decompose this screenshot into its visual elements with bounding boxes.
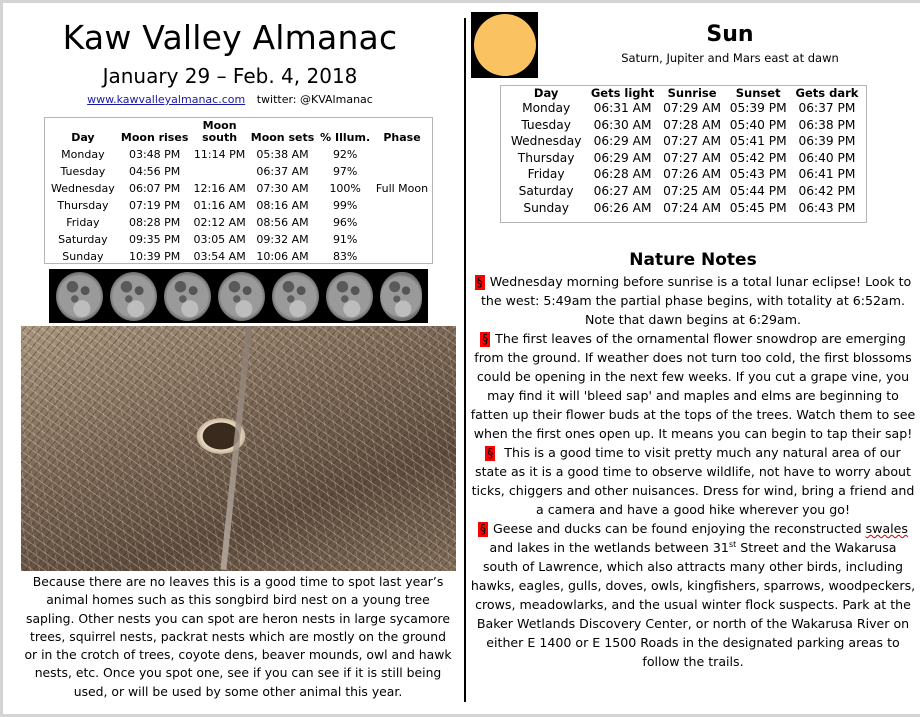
moon-cell: Tuesday xyxy=(60,165,106,178)
moon-cell: 10:06 AM xyxy=(256,250,309,263)
header-links xyxy=(0,93,460,106)
moon-cell xyxy=(373,197,431,214)
section-bullet-icon: § xyxy=(487,446,494,460)
sun-cell: 06:40 PM xyxy=(798,150,856,165)
moon-cell: 08:56 AM xyxy=(256,216,309,229)
sun-row xyxy=(506,133,863,150)
sun-cell: Sunday xyxy=(523,200,569,215)
sun-cell: 06:41 PM xyxy=(798,167,856,182)
column-divider xyxy=(464,18,466,702)
sun-cell: 06:27 AM xyxy=(593,183,652,198)
moon-cell: 03:48 PM xyxy=(128,148,181,161)
sun-header-sunrise: Sunrise xyxy=(667,86,717,100)
sun-cell: Tuesday xyxy=(521,117,571,132)
sun-cell: 07:25 AM xyxy=(663,183,722,198)
moon-cell: Friday xyxy=(66,216,100,229)
sun-cell: 07:24 AM xyxy=(663,200,722,215)
moon-table-container xyxy=(44,117,433,264)
sun-cell: 06:29 AM xyxy=(593,150,652,165)
sun-cell: Friday xyxy=(527,167,565,182)
moon-image-tuesday xyxy=(110,272,157,321)
sun-row xyxy=(506,100,863,117)
moon-row xyxy=(48,163,431,180)
planets-note: Saturn, Jupiter and Mars east at dawn xyxy=(621,51,839,65)
moon-cell: 07:19 PM xyxy=(128,199,181,212)
moon-cell: Wednesday xyxy=(51,182,115,195)
sun-header-gets-light: Gets light xyxy=(590,86,655,100)
sun-cell: 06:26 AM xyxy=(593,200,652,215)
sun-header-sunset: Sunset xyxy=(735,86,781,100)
website-link[interactable]: www.kawvalleyalmanac.com xyxy=(87,93,246,106)
moon-header-sets: Moon sets xyxy=(250,131,315,144)
sun-row xyxy=(506,117,863,134)
moon-image-thursday xyxy=(218,272,265,321)
moon-header-illum: % Illum. xyxy=(320,131,371,144)
sun-row xyxy=(506,150,863,167)
moon-cell xyxy=(373,214,431,231)
note-paragraph xyxy=(470,519,916,671)
note-text: and lakes in the wetlands between 31 xyxy=(489,540,729,555)
moon-cell: Sunday xyxy=(62,250,104,263)
moon-cell: Monday xyxy=(61,148,105,161)
moon-header-day: Day xyxy=(71,131,95,144)
section-bullet-icon: § xyxy=(480,522,487,536)
sun-cell: 06:28 AM xyxy=(593,167,652,182)
moon-row xyxy=(48,146,431,163)
sun-cell: 07:28 AM xyxy=(663,117,722,132)
sun-table-header-row xyxy=(506,87,863,100)
sun-cell: 07:27 AM xyxy=(663,150,722,165)
section-bullet-icon: § xyxy=(476,275,483,289)
moon-cell: 83% xyxy=(332,250,358,263)
note-paragraph xyxy=(470,329,916,443)
note-text: The first leaves of the ornamental flower snowdrop are emerging from the ground. If weather does not turn too cold, the first blossoms could be opening in the next few weeks. If you cut a grape vine, you may find it will 'bleed sap' and maples and elms are beginning to fatten up their flower buds at the tops of the trees. Watch them to see when the first ones open up. It means you can begin to tap their sap! xyxy=(470,331,916,441)
moon-cell: 03:54 AM xyxy=(193,250,246,263)
moon-table xyxy=(48,120,431,265)
moon-cell: 12:16 AM xyxy=(193,182,246,195)
moon-cell: Saturday xyxy=(58,233,108,246)
moon-row xyxy=(48,197,431,214)
sun-cell: 06:38 PM xyxy=(798,117,856,132)
sun-cell: 05:43 PM xyxy=(729,167,787,182)
moon-row xyxy=(48,231,431,248)
sun-table-container xyxy=(500,85,867,223)
moon-header-south: Moon south xyxy=(202,119,238,144)
moon-cell: 91% xyxy=(332,233,358,246)
moon-table-header-row xyxy=(48,120,431,146)
moon-cell xyxy=(191,163,247,180)
moon-cell: 02:12 AM xyxy=(193,216,246,229)
spellcheck-flagged-word[interactable]: swales xyxy=(865,521,908,536)
sapling-shape xyxy=(220,326,252,570)
moon-cell: 96% xyxy=(332,216,358,229)
nature-notes xyxy=(470,272,916,671)
note-text: Street and the Wakarusa south of Lawrence, which also attracts many other birds, including hawks, eagles, gulls, doves, owls, kingfishers, sparrows, woodpeckers, crows, meadowlarks, and the usual winter flock suspects. Park at the Baker Wetlands Discovery Center, or north of the Wakarusa River on either E 1400 or E 1500 Roads in the designated parking areas to follow the trails. xyxy=(470,540,916,669)
sun-cell: 07:29 AM xyxy=(663,101,722,115)
moon-cell: 97% xyxy=(332,165,358,178)
sun-cell: 07:26 AM xyxy=(663,167,722,182)
moon-image-saturday xyxy=(326,272,373,321)
sun-cell: Wednesday xyxy=(510,134,582,149)
window-frame-top xyxy=(0,0,920,3)
note-text: Wednesday morning before sunrise is a total lunar eclipse! Look to the west: 5:49am the partial phase begins, with totality at 6:52am. Note that dawn begins at 6:29am. xyxy=(480,274,912,327)
sun-cell: 06:42 PM xyxy=(798,183,856,198)
sun-cell: Monday xyxy=(522,101,571,115)
note-text: Geese and ducks can be found enjoying the reconstructed xyxy=(493,521,866,536)
sun-header-day: Day xyxy=(533,86,559,100)
moon-cell: 07:30 AM xyxy=(256,182,309,195)
sun-cell: 05:40 PM xyxy=(729,117,787,132)
nature-notes-title: Nature Notes xyxy=(629,250,757,270)
moon-cell xyxy=(373,146,431,163)
sun-cell: 05:39 PM xyxy=(729,101,787,115)
moon-cell: 100% xyxy=(329,182,361,195)
moon-cell: 08:16 AM xyxy=(256,199,309,212)
moon-row xyxy=(48,214,431,231)
sun-header-gets-dark: Gets dark xyxy=(795,86,859,100)
moon-cell: 08:28 PM xyxy=(128,216,181,229)
note-paragraph xyxy=(470,272,916,329)
date-range: January 29 – Feb. 4, 2018 xyxy=(102,64,358,88)
sun-cell: 05:41 PM xyxy=(729,134,787,149)
sun-title: Sun xyxy=(706,22,754,47)
moon-cell: 04:56 PM xyxy=(128,165,181,178)
sun-cell: 07:27 AM xyxy=(663,134,722,149)
moon-header-rises: Moon rises xyxy=(120,131,189,144)
moon-cell xyxy=(373,248,431,265)
moon-cell: Thursday xyxy=(57,199,109,212)
moon-cell: 05:38 AM xyxy=(256,148,309,161)
twitter-handle: twitter: @KVAlmanac xyxy=(256,93,373,106)
sun-image xyxy=(471,12,538,78)
ordinal-suffix: st xyxy=(728,539,737,549)
sun-table xyxy=(506,87,863,216)
sun-cell: 06:37 PM xyxy=(798,101,856,115)
moon-image-monday xyxy=(56,272,103,321)
moon-image-sunday xyxy=(380,272,422,321)
sun-row xyxy=(506,200,863,217)
moon-cell: 03:05 AM xyxy=(193,233,246,246)
sun-cell: 05:45 PM xyxy=(729,200,787,215)
moon-row xyxy=(48,180,431,197)
sun-cell: 05:44 PM xyxy=(729,183,787,198)
moon-cell: 11:14 PM xyxy=(193,148,246,161)
moon-cell: 92% xyxy=(332,148,358,161)
section-bullet-icon: § xyxy=(482,332,489,346)
moon-image-wednesday xyxy=(164,272,211,321)
sun-cell: 05:42 PM xyxy=(729,150,787,165)
moon-header-phase: Phase xyxy=(383,131,421,144)
note-text: This is a good time to visit pretty much any natural area of our state as it is a good time to observe wildlife, not have to worry about ticks, chiggers and other nuisances. Dress for wind, bring a friend and a camera and have a good hike wherever you go! xyxy=(471,445,915,517)
bird-nest-photo xyxy=(21,326,456,571)
almanac-title: Kaw Valley Almanac xyxy=(62,18,398,57)
note-paragraph xyxy=(470,443,916,519)
sun-icon xyxy=(474,14,536,76)
moon-cell xyxy=(373,231,431,248)
moon-cell: 09:35 PM xyxy=(128,233,181,246)
moon-cell: Full Moon xyxy=(375,182,429,195)
moon-cell: 01:16 AM xyxy=(193,199,246,212)
sun-cell: 06:29 AM xyxy=(593,134,652,149)
sun-cell: 06:39 PM xyxy=(798,134,856,149)
moon-cell: 99% xyxy=(332,199,358,212)
moon-row xyxy=(48,248,431,265)
moon-cell xyxy=(373,163,431,180)
moon-cell: 06:07 PM xyxy=(128,182,181,195)
moon-cell: 06:37 AM xyxy=(256,165,309,178)
sun-row xyxy=(506,183,863,200)
moon-cell: 09:32 AM xyxy=(256,233,309,246)
sun-row xyxy=(506,166,863,183)
sun-cell: Thursday xyxy=(517,150,575,165)
sun-cell: Saturday xyxy=(518,183,574,198)
sun-cell: 06:43 PM xyxy=(798,200,856,215)
moon-cell: 10:39 PM xyxy=(128,250,181,263)
sun-cell: 06:31 AM xyxy=(593,101,652,115)
moon-image-friday xyxy=(272,272,319,321)
sun-cell: 06:30 AM xyxy=(593,117,652,132)
moon-phase-strip xyxy=(49,269,428,323)
photo-caption: Because there are no leaves this is a good time to spot last year’s animal homes such as this songbird bird nest on a young tree sapling. Other nests you can spot are heron nests in large sycamore trees, squirrel nests, packrat nests which are mostly on the ground or in the crotch of trees, coyote dens, beaver mounds, owl and hawk nests, etc. Once you spot one, see if you can see if it is still being used, or will be used by some other animal this year. xyxy=(24,574,452,699)
window-frame-left xyxy=(0,0,3,717)
